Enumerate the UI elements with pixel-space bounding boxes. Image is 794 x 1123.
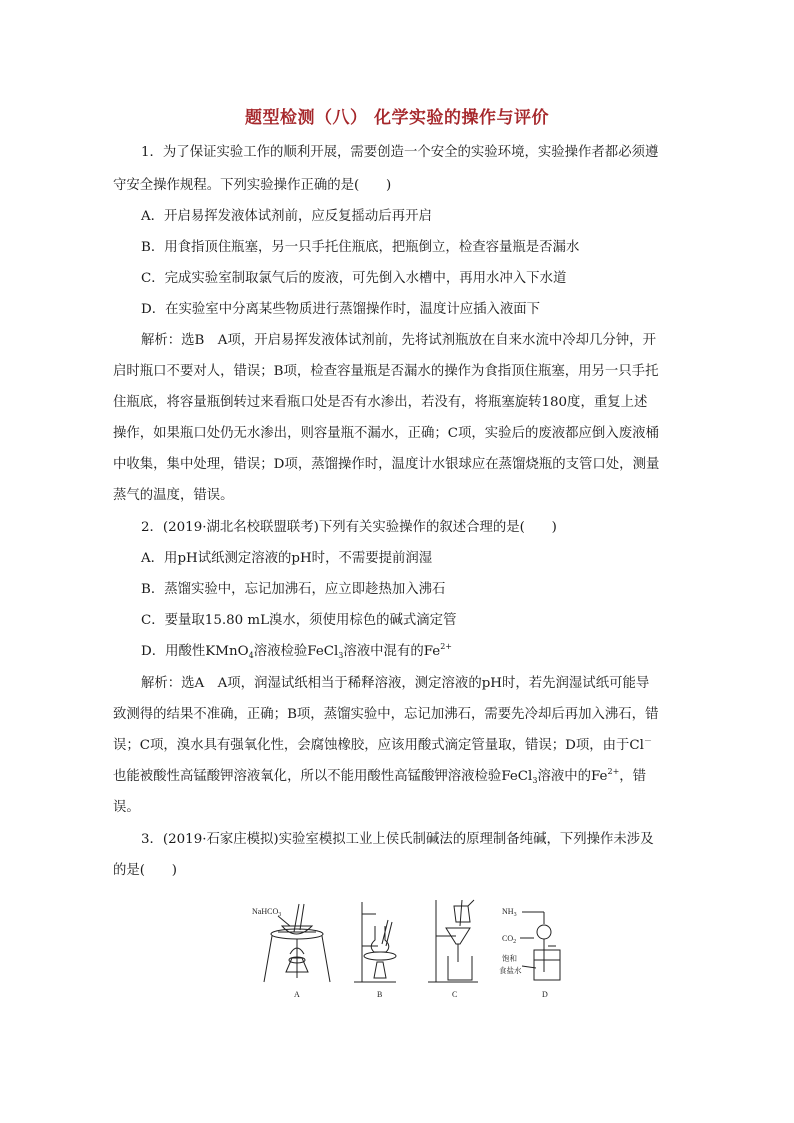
svg-text:CO2 <box>502 934 516 945</box>
q2-answer-line-4-text-3: ，错 <box>619 769 647 784</box>
nahco3-label: NaHCO <box>252 907 279 916</box>
nh3-label-sub: 3 <box>513 912 517 918</box>
q1-answer-line-2: 启时瓶口不要对人，错误；B项，检查容量瓶是否漏水的操作为食指顶住瓶塞，用另一只手托 <box>113 364 659 379</box>
q2-answer-line-4-sup: 2+ <box>607 767 620 776</box>
q2-answer-line-2: 致测得的结果不准确，正确；B项，蒸馏实验中，忘记加沸石，需要先冷却后再加入沸石，错 <box>113 707 659 722</box>
co2-label-sub: 2 <box>513 939 517 945</box>
page-title: 题型检测（八） 化学实验的操作与评价 <box>245 108 549 128</box>
svg-text:NaHCO3 <box>252 907 281 918</box>
q2-answer-line-4-text-2: 溶液中的Fe <box>537 769 608 784</box>
q2-option-d <box>141 642 452 662</box>
apparatus-b-heating <box>354 902 396 999</box>
q2-option-d-text-2: 溶液检验FeCl <box>253 644 339 659</box>
q2-answer-line-4-sub: 3 <box>532 776 538 785</box>
q1-answer-line-4: 操作，如果瓶口处仍无水渗出，则容量瓶不漏水，正确；C项，实验后的废液都应倒入废液桶 <box>113 426 659 441</box>
apparatus-c-filtration <box>428 900 478 999</box>
q1-option-b: B．用食指顶住瓶塞，另一只手托住瓶底，把瓶倒立，检查容量瓶是否漏水 <box>141 240 580 255</box>
q2-option-c: C．要量取15.80 mL溴水，须使用棕色的碱式滴定管 <box>141 613 457 628</box>
q1-option-a: A．开启易挥发液体试剂前，应反复摇动后再开启 <box>141 209 432 224</box>
apparatus-figure <box>250 896 570 1006</box>
brine-label-line-1: 饱和 <box>502 954 517 963</box>
apparatus-a-evaporation <box>252 904 330 999</box>
svg-text:NH3 <box>502 907 517 918</box>
q2-option-d-sub-1: 4 <box>248 651 254 660</box>
q1-answer-line-3: 住瓶底，将容量瓶倒转过来看瓶口处是否有水渗出，若没有，将瓶塞旋转180度，重复上述 <box>113 395 648 410</box>
q2-option-d-text-3: 溶液中混有的Fe <box>343 644 441 659</box>
label-b: B <box>377 990 383 999</box>
label-d: D <box>542 990 548 999</box>
co2-label: CO <box>502 934 514 943</box>
q3-stem-line-1: 3．(2019·石家庄模拟)实验室模拟工业上侯氏制碱法的原理制备纯碱，下列操作未涉及 <box>141 832 654 847</box>
q2-option-b: B．蒸馏实验中，忘记加沸石，应立即趁热加入沸石 <box>141 582 446 597</box>
q1-stem-line-2: 守安全操作规程。下列实验操作正确的是( ) <box>113 178 392 193</box>
q2-answer-line-5: 误。 <box>113 800 140 815</box>
q2-answer-line-4 <box>113 767 646 787</box>
q2-option-d-sub-2: 3 <box>338 651 344 660</box>
q1-option-c: C．完成实验室制取氯气后的废液，可先倒入水槽中，再用水冲入下水道 <box>141 271 567 286</box>
brine-label-line-2: 食盐水 <box>499 966 522 975</box>
nahco3-label-sub: 3 <box>278 912 282 918</box>
nh3-label: NH <box>502 907 514 916</box>
q1-answer-line-5: 中收集，集中处理，错误；D项，蒸馏操作时，温度计水银球应在蒸馏烧瓶的支管口处，测量 <box>113 457 660 472</box>
q2-answer-line-3-sup: － <box>643 736 652 745</box>
q2-stem: 2．(2019·湖北名校联盟联考)下列有关实验操作的叙述合理的是( ) <box>141 520 557 535</box>
label-c: C <box>452 990 458 999</box>
q2-answer-line-3 <box>113 736 652 756</box>
q2-option-d-text-1: D．用酸性KMnO <box>141 644 249 659</box>
q1-answer-line-6: 蒸气的温度，错误。 <box>113 488 234 503</box>
q1-answer-line-1: 解析：选B A项，开启易挥发液体试剂前，先将试剂瓶放在自来水流中冷却几分钟，开 <box>141 333 656 348</box>
q2-option-d-sup: 2+ <box>440 642 453 651</box>
label-a: A <box>294 990 300 999</box>
q2-answer-line-3-text: 误；C项，溴水具有强氧化性，会腐蚀橡胶，应该用酸式滴定管量取，错误；D项，由于Cl <box>113 738 644 753</box>
q1-stem-line-1: 1．为了保证实验工作的顺利开展，需要创造一个安全的实验环境，实验操作者都必须遵 <box>141 145 659 160</box>
q3-stem-line-2: 的是( ) <box>113 863 178 878</box>
q2-answer-line-1: 解析：选A A项，润湿试纸相当于稀释溶液，测定溶液的pH时，若先润湿试纸可能导 <box>141 676 650 691</box>
q2-answer-line-4-text-1: 也能被酸性高锰酸钾溶液氧化，所以不能用酸性高锰酸钾溶液检验FeCl <box>113 769 533 784</box>
apparatus-d-gas-absorption <box>499 907 560 999</box>
q1-option-d: D．在实验室中分离某些物质进行蒸馏操作时，温度计应插入液面下 <box>141 302 541 317</box>
q2-option-a: A．用pH试纸测定溶液的pH时，不需要提前润湿 <box>141 551 433 566</box>
